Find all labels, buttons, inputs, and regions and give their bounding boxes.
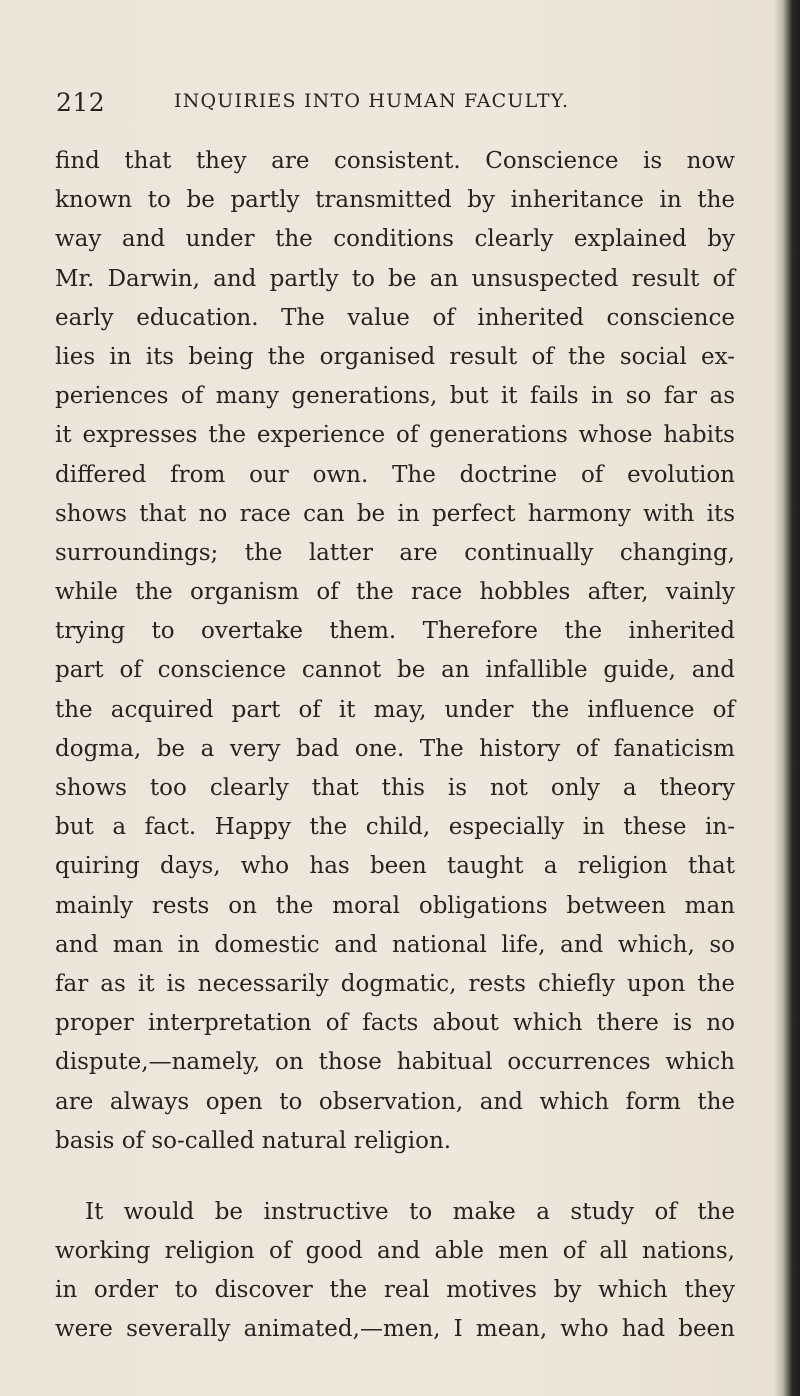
text-line: working religion of good and able men of all nations, xyxy=(55,1238,735,1265)
paragraph-1 xyxy=(55,142,735,1161)
text-line: basis of so-called natural religion. xyxy=(55,1127,452,1154)
text-line: while the organism of the race hobbles after, vainly xyxy=(55,579,735,606)
text-line: but a fact. Happy the child, especially in these in- xyxy=(55,814,735,841)
text-line: surroundings; the latter are continually changing, xyxy=(55,539,735,566)
text-line: in order to discover the real motives by which they xyxy=(55,1277,735,1304)
text-line: It would be instructive to make a study of the xyxy=(85,1198,735,1225)
running-title: INQUIRIES INTO HUMAN FACULTY. xyxy=(174,90,570,112)
text-line: quiring days, who has been taught a religion that xyxy=(55,853,735,880)
text-line: and man in domestic and national life, and which, so xyxy=(55,931,735,958)
text-line: known to be partly transmitted by inheritance in the xyxy=(55,187,735,214)
text-line: it expresses the experience of generations whose habits xyxy=(55,422,735,449)
text-line: part of conscience cannot be an infallible guide, and xyxy=(55,657,735,684)
text-line: the acquired part of it may, under the influence of xyxy=(55,696,735,723)
page-number: 212 xyxy=(56,88,106,117)
text-line: are always open to observation, and which form the xyxy=(55,1088,735,1115)
text-line: Mr. Darwin, and partly to be an unsuspected result of xyxy=(55,265,735,292)
body-text xyxy=(55,142,735,1350)
text-line: find that they are consistent. Conscience is now xyxy=(55,148,735,174)
paragraph-gap xyxy=(55,1161,735,1193)
binding-gutter-shadow xyxy=(774,0,800,1396)
text-line: differed from our own. The doctrine of evolution xyxy=(55,461,735,488)
running-head xyxy=(56,88,746,118)
text-line: dogma, be a very bad one. The history of fanaticism xyxy=(55,735,735,762)
text-line: far as it is necessarily dogmatic, rests chiefly upon the xyxy=(55,970,735,997)
text-line: dispute,—namely, on those habitual occurrences which xyxy=(55,1049,735,1076)
text-line: early education. The value of inherited conscience xyxy=(55,304,735,331)
text-line: trying to overtake them. Therefore the inherited xyxy=(55,618,735,645)
text-line: shows that no race can be in perfect harmony with its xyxy=(55,500,735,527)
text-line: shows too clearly that this is not only a theory xyxy=(55,775,735,801)
text-line: mainly rests on the moral obligations between man xyxy=(55,892,735,919)
text-line: were severally animated,—men, I mean, who had been xyxy=(55,1316,735,1343)
text-line: periences of many generations, but it fails in so far as xyxy=(55,383,735,410)
text-line: way and under the conditions clearly explained by xyxy=(55,226,735,253)
paragraph-2 xyxy=(55,1193,735,1350)
text-line: proper interpretation of facts about which there is no xyxy=(55,1010,735,1037)
text-line: lies in its being the organised result of the social ex- xyxy=(55,343,735,370)
